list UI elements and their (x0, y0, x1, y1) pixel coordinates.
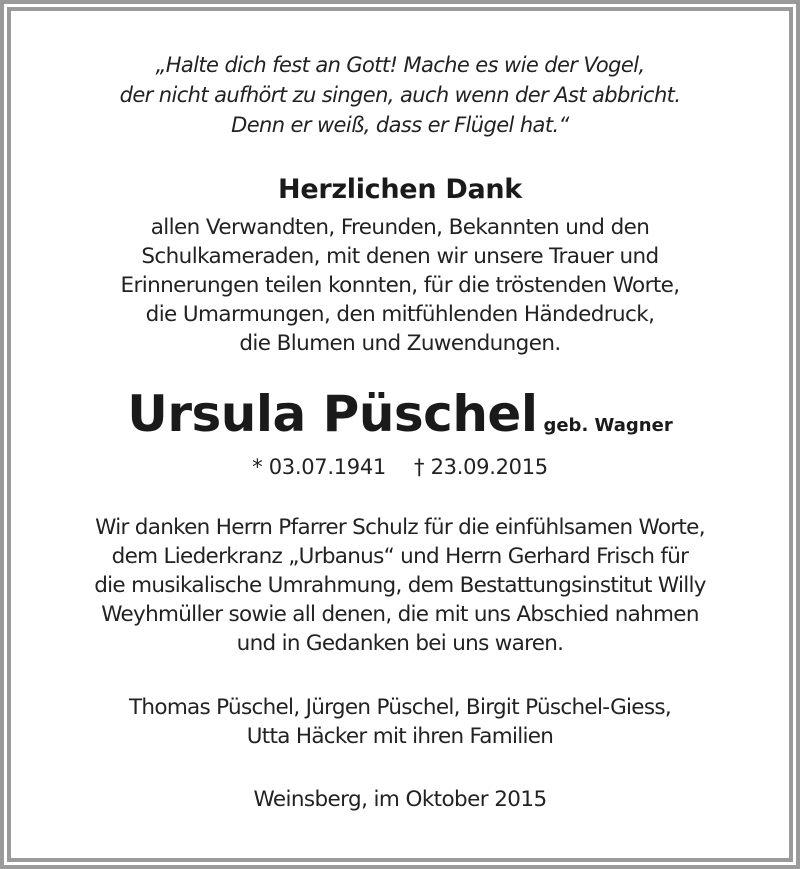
acknowledgement-line: Wir danken Herrn Pfarrer Schulz für die einfühlsamen Worte, (95, 515, 705, 540)
death-date: † 23.09.2015 (414, 455, 548, 479)
thanks-line: allen Verwandten, Freunden, Bekannten und den (150, 215, 650, 240)
acknowledgement-line: dem Liederkranz „Urbanus“ und Herrn Gerhard Frisch für (111, 544, 689, 569)
deceased-name: Ursula Püschel (127, 385, 538, 443)
acknowledgement-paragraph (0, 513, 800, 658)
quote-line: „Halte dich fest an Gott! Mache es wie der Vogel, (155, 53, 645, 77)
thanks-line: Erinnerungen teilen konnten, für die tröstenden Worte, (120, 273, 680, 298)
thanks-heading: Herzlichen Dank (278, 174, 522, 205)
thanks-line: die Blumen und Zuwendungen. (239, 331, 561, 356)
family-signature (0, 693, 800, 751)
thanks-line: die Umarmungen, den mitfühlenden Händedruck, (145, 302, 655, 327)
deceased-name-line (0, 384, 800, 456)
life-dates (0, 453, 800, 481)
acknowledgement-line: die musikalische Umrahmung, dem Bestattungsinstitut Willy (94, 573, 706, 598)
family-line: Utta Häcker mit ihren Familien (246, 724, 554, 749)
family-line: Thomas Püschel, Jürgen Püschel, Birgit Püschel-Giess, (129, 695, 671, 720)
acknowledgement-line: Weyhmüller sowie all denen, die mit uns Abschied nahmen (101, 602, 699, 627)
thanks-line: Schulkameraden, mit denen wir unsere Trauer und (141, 244, 659, 269)
thanks-paragraph (0, 213, 800, 358)
maiden-name: geb. Wagner (543, 415, 673, 436)
birth-date: * 03.07.1941 (252, 455, 386, 479)
quote-line: der nicht aufhört zu singen, auch wenn der Ast abbricht. (119, 83, 681, 107)
quote-line: Denn er weiß, dass er Flügel hat.“ (231, 113, 569, 137)
place-and-date: Weinsberg, im Oktober 2015 (253, 787, 547, 812)
acknowledgement-line: und in Gedanken bei uns waren. (236, 631, 564, 656)
epigraph-quote (0, 50, 800, 140)
